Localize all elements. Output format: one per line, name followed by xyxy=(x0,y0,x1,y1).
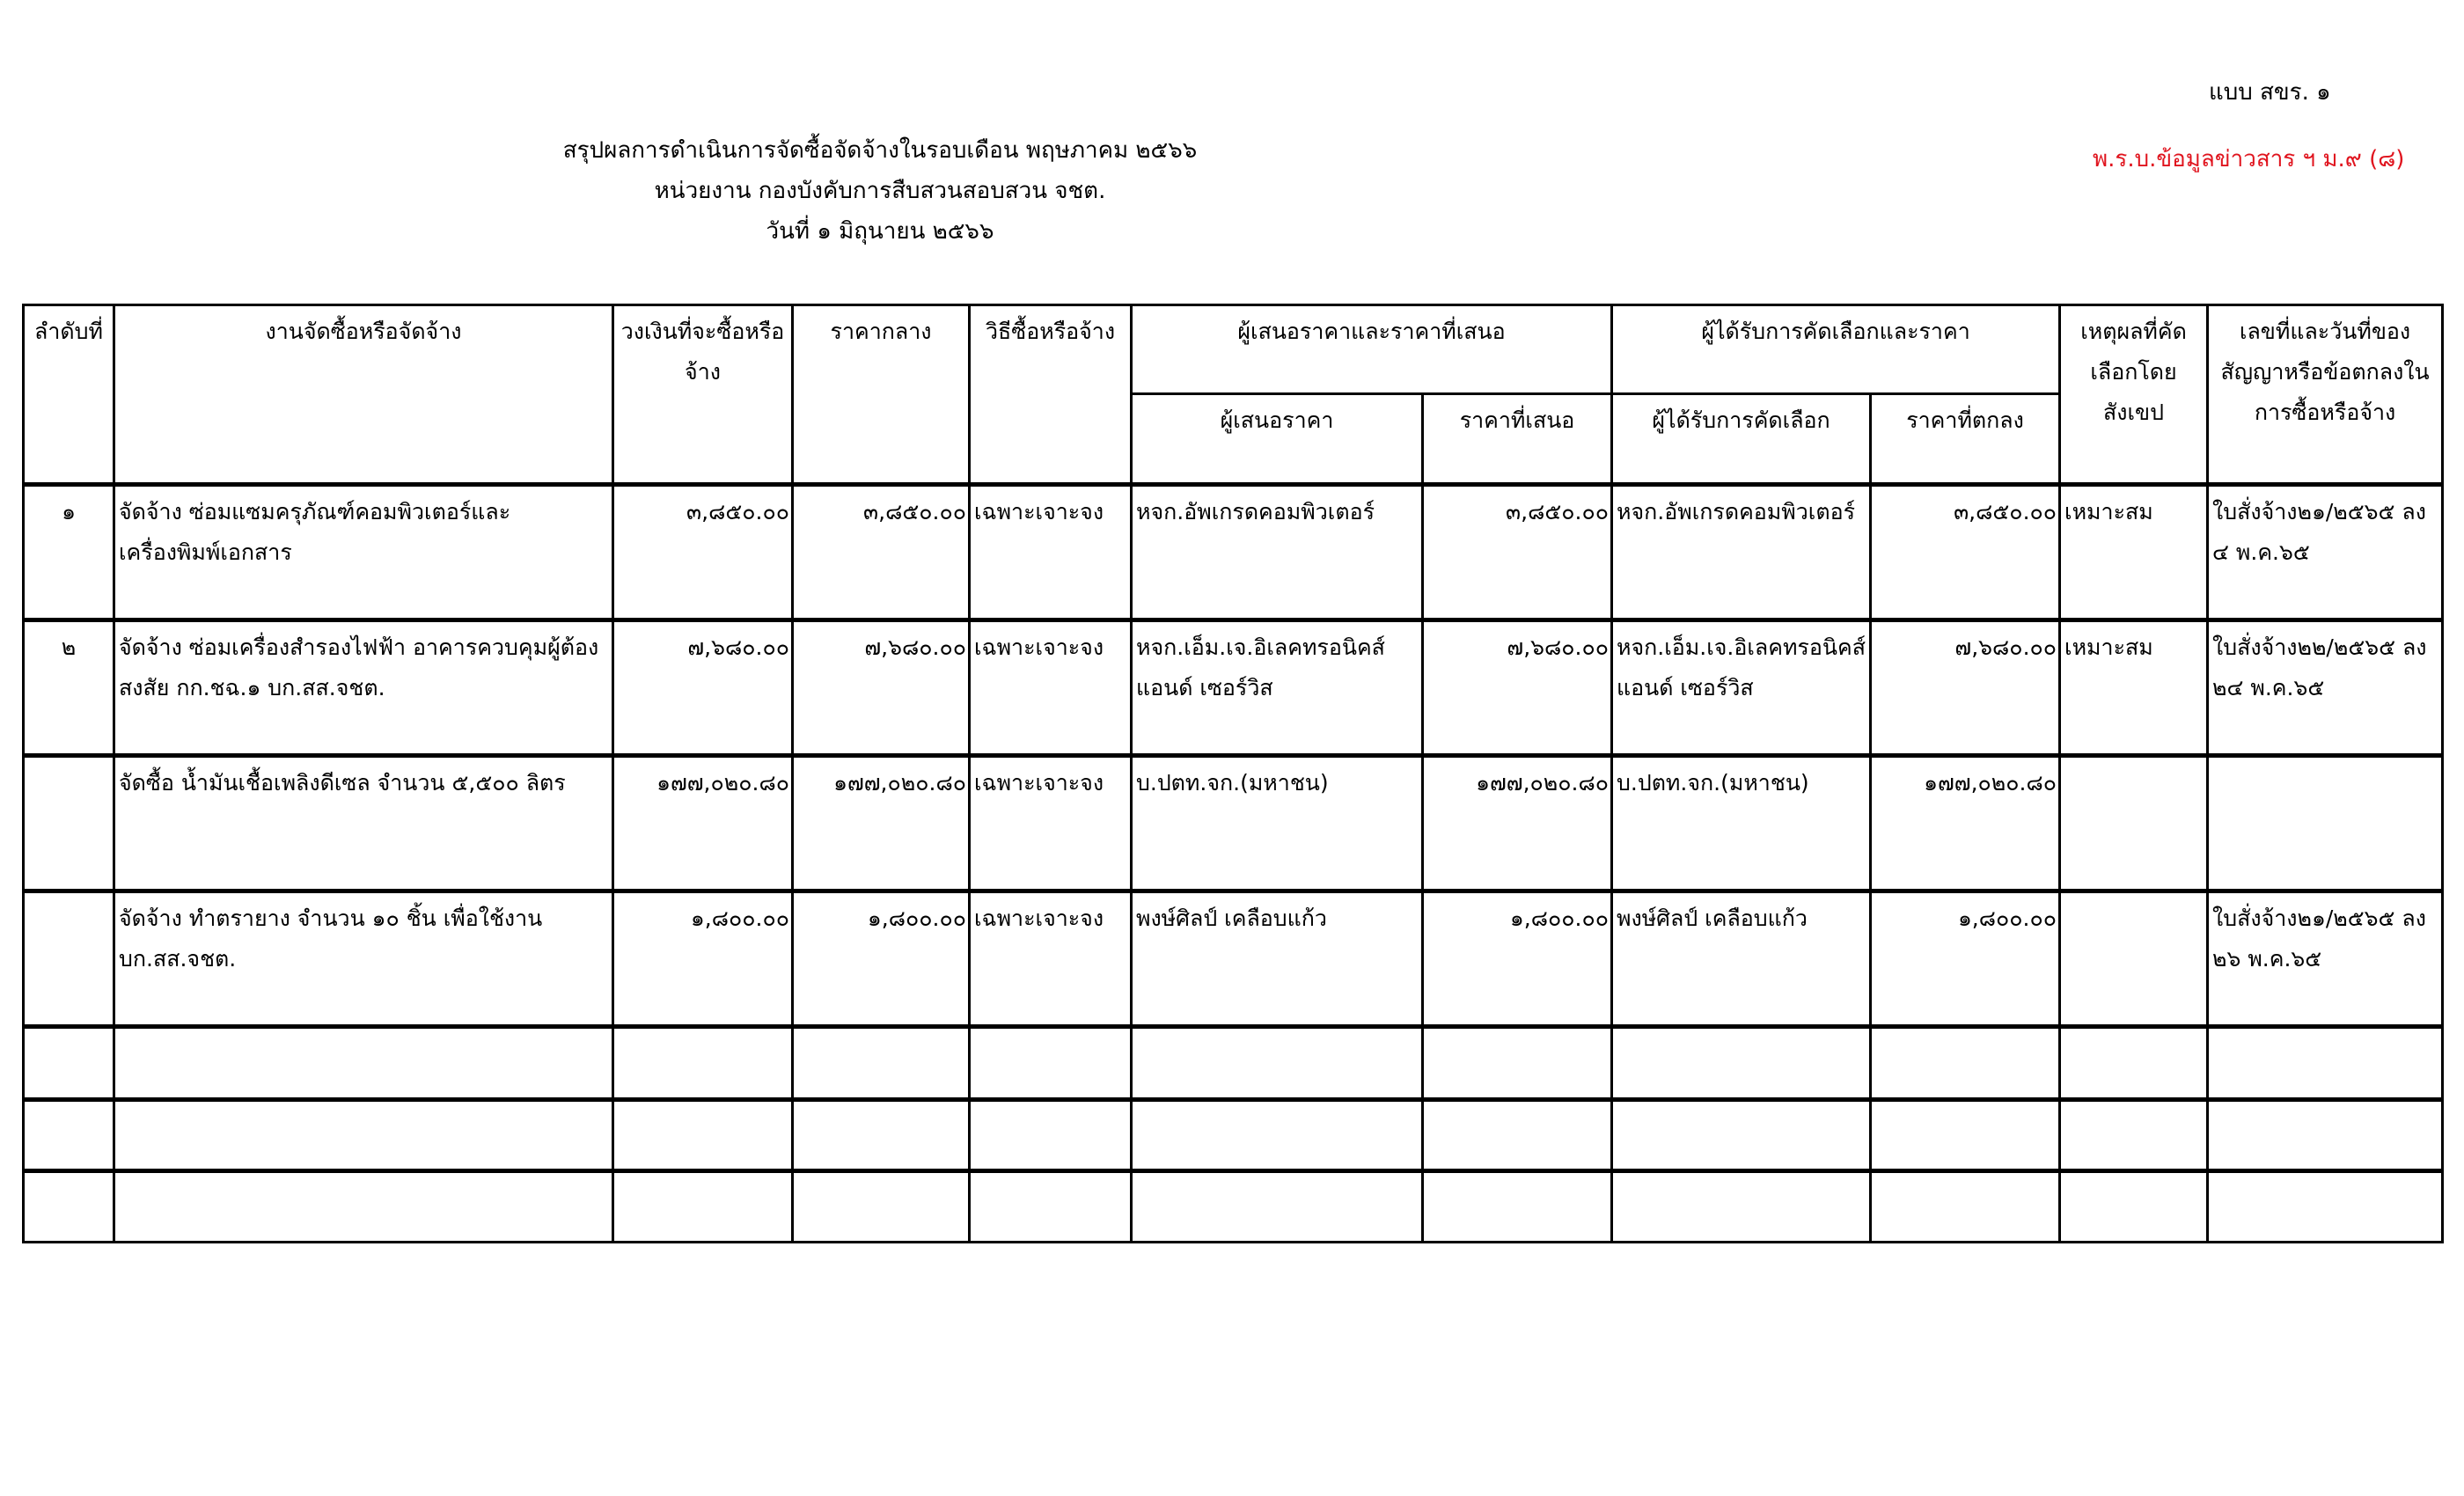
empty-cell xyxy=(114,1171,613,1243)
row-method: เฉพาะเจาะจง xyxy=(970,485,1132,620)
row-agreed-price: ๑,๘๐๐.๐๐ xyxy=(1871,891,2060,1027)
row-bidder: บ.ปตท.จก.(มหาชน) xyxy=(1132,756,1423,891)
empty-cell xyxy=(793,1171,970,1243)
row-bid-price: ๑๗๗,๐๒๐.๘๐ xyxy=(1423,756,1612,891)
table-row xyxy=(24,756,2443,891)
empty-cell xyxy=(1612,1027,1871,1100)
row-selected: บ.ปตท.จก.(มหาชน) xyxy=(1612,756,1871,891)
row-bid-price: ๗,๖๘๐.๐๐ xyxy=(1423,620,1612,756)
empty-cell xyxy=(1132,1027,1423,1100)
row-bid-price: ๑,๘๐๐.๐๐ xyxy=(1423,891,1612,1027)
row-no xyxy=(24,756,114,891)
row-bidder: หจก.เอ็ม.เจ.อิเลคทรอนิคส์ แอนด์ เซอร์วิส xyxy=(1132,620,1423,756)
col-header-selected: ผู้ได้รับการคัดเลือก xyxy=(1612,394,1871,485)
row-budget: ๓,๘๕๐.๐๐ xyxy=(613,485,793,620)
empty-cell xyxy=(1871,1100,2060,1171)
empty-cell xyxy=(970,1100,1132,1171)
empty-table-row xyxy=(24,1027,2443,1100)
empty-cell xyxy=(114,1100,613,1171)
row-median-price: ๓,๘๕๐.๐๐ xyxy=(793,485,970,620)
empty-cell xyxy=(1423,1100,1612,1171)
col-header-bid-price: ราคาที่เสนอ xyxy=(1423,394,1612,485)
col-header-bidders-group: ผู้เสนอราคาและราคาที่เสนอ xyxy=(1132,305,1612,394)
row-contract: ใบสั่งจ้าง๒๒/๒๕๖๕ ลง ๒๔ พ.ค.๖๕ xyxy=(2208,620,2443,756)
empty-cell xyxy=(613,1100,793,1171)
form-code: แบบ สขร. ๑ xyxy=(2209,79,2331,106)
empty-cell xyxy=(613,1027,793,1100)
row-bidder: พงษ์ศิลป์ เคลือบแก้ว xyxy=(1132,891,1423,1027)
row-reason: เหมาะสม xyxy=(2060,620,2208,756)
empty-cell xyxy=(793,1100,970,1171)
row-item: จัดจ้าง ซ่อมเครื่องสำรองไฟฟ้า อาคารควบคุมผู้ต้องสงสัย กก.ชฉ.๑ บก.สส.จชต. xyxy=(114,620,613,756)
row-bidder: หจก.อัพเกรดคอมพิวเตอร์ xyxy=(1132,485,1423,620)
procurement-table xyxy=(22,304,2444,1243)
empty-cell xyxy=(1423,1171,1612,1243)
row-bid-price: ๓,๘๕๐.๐๐ xyxy=(1423,485,1612,620)
empty-cell xyxy=(2060,1027,2208,1100)
empty-cell xyxy=(2060,1100,2208,1171)
col-header-item: งานจัดซื้อหรือจัดจ้าง xyxy=(114,305,613,485)
col-header-contract: เลขที่และวันที่ของสัญญาหรือข้อตกลงในการซื้อหรือจ้าง xyxy=(2208,305,2443,485)
empty-cell xyxy=(2208,1100,2443,1171)
col-header-budget: วงเงินที่จะซื้อหรือจ้าง xyxy=(613,305,793,485)
row-method: เฉพาะเจาะจง xyxy=(970,756,1132,891)
empty-cell xyxy=(24,1100,114,1171)
empty-cell xyxy=(1871,1171,2060,1243)
agency-line: หน่วยงาน กองบังคับการสืบสวนสอบสวน จชต. xyxy=(654,178,1106,204)
empty-cell xyxy=(2060,1171,2208,1243)
row-contract: ใบสั่งจ้าง๒๑/๒๕๖๕ ลง ๔ พ.ค.๖๕ xyxy=(2208,485,2443,620)
table-row xyxy=(24,891,2443,1027)
page-title: สรุปผลการดำเนินการจัดซื้อจัดจ้างในรอบเดือน พฤษภาคม ๒๕๖๖ xyxy=(562,137,1198,164)
empty-cell xyxy=(1612,1100,1871,1171)
empty-cell xyxy=(2208,1027,2443,1100)
row-selected: หจก.เอ็ม.เจ.อิเลคทรอนิคส์ แอนด์ เซอร์วิส xyxy=(1612,620,1871,756)
row-selected: หจก.อัพเกรดคอมพิวเตอร์ xyxy=(1612,485,1871,620)
row-budget: ๗,๖๘๐.๐๐ xyxy=(613,620,793,756)
row-median-price: ๑,๘๐๐.๐๐ xyxy=(793,891,970,1027)
col-header-median-price: ราคากลาง xyxy=(793,305,970,485)
row-median-price: ๗,๖๘๐.๐๐ xyxy=(793,620,970,756)
row-agreed-price: ๓,๘๕๐.๐๐ xyxy=(1871,485,2060,620)
col-header-agreed-price: ราคาที่ตกลง xyxy=(1871,394,2060,485)
col-header-no: ลำดับที่ xyxy=(24,305,114,485)
row-budget: ๑,๘๐๐.๐๐ xyxy=(613,891,793,1027)
row-method: เฉพาะเจาะจง xyxy=(970,620,1132,756)
row-no xyxy=(24,891,114,1027)
empty-cell xyxy=(1612,1171,1871,1243)
row-no: ๑ xyxy=(24,485,114,620)
row-item: จัดจ้าง ซ่อมแซมครุภัณฑ์คอมพิวเตอร์และเครื่องพิมพ์เอกสาร xyxy=(114,485,613,620)
row-method: เฉพาะเจาะจง xyxy=(970,891,1132,1027)
empty-cell xyxy=(1871,1027,2060,1100)
row-reason xyxy=(2060,756,2208,891)
row-agreed-price: ๗,๖๘๐.๐๐ xyxy=(1871,620,2060,756)
table-row xyxy=(24,620,2443,756)
row-contract xyxy=(2208,756,2443,891)
empty-cell xyxy=(1132,1100,1423,1171)
empty-cell xyxy=(24,1027,114,1100)
row-median-price: ๑๗๗,๐๒๐.๘๐ xyxy=(793,756,970,891)
col-header-bidder: ผู้เสนอราคา xyxy=(1132,394,1423,485)
empty-cell xyxy=(114,1027,613,1100)
row-contract: ใบสั่งจ้าง๒๑/๒๕๖๕ ลง ๒๖ พ.ค.๖๕ xyxy=(2208,891,2443,1027)
row-no: ๒ xyxy=(24,620,114,756)
law-reference: พ.ร.บ.ข้อมูลข่าวสาร ฯ ม.๙ (๘) xyxy=(2093,146,2405,172)
row-reason: เหมาะสม xyxy=(2060,485,2208,620)
table-row xyxy=(24,485,2443,620)
empty-cell xyxy=(2208,1171,2443,1243)
row-selected: พงษ์ศิลป์ เคลือบแก้ว xyxy=(1612,891,1871,1027)
empty-table-row xyxy=(24,1171,2443,1243)
row-agreed-price: ๑๗๗,๐๒๐.๘๐ xyxy=(1871,756,2060,891)
empty-cell xyxy=(1132,1171,1423,1243)
row-item: จัดจ้าง ทำตรายาง จำนวน ๑๐ ชิ้น เพื่อใช้งาน บก.สส.จชต. xyxy=(114,891,613,1027)
empty-cell xyxy=(970,1027,1132,1100)
empty-table-row xyxy=(24,1100,2443,1171)
row-budget: ๑๗๗,๐๒๐.๘๐ xyxy=(613,756,793,891)
empty-cell xyxy=(793,1027,970,1100)
empty-cell xyxy=(1423,1027,1612,1100)
empty-cell xyxy=(613,1171,793,1243)
empty-cell xyxy=(24,1171,114,1243)
col-header-selected-group: ผู้ได้รับการคัดเลือกและราคา xyxy=(1612,305,2060,394)
report-date: วันที่ ๑ มิถุนายน ๒๕๖๖ xyxy=(766,218,994,245)
col-header-reason: เหตุผลที่คัดเลือกโดยสังเขป xyxy=(2060,305,2208,485)
row-item: จัดซื้อ น้ำมันเชื้อเพลิงดีเซล จำนวน ๕,๕๐๐ ลิตร xyxy=(114,756,613,891)
col-header-method: วิธีซื้อหรือจ้าง xyxy=(970,305,1132,485)
empty-cell xyxy=(970,1171,1132,1243)
row-reason xyxy=(2060,891,2208,1027)
